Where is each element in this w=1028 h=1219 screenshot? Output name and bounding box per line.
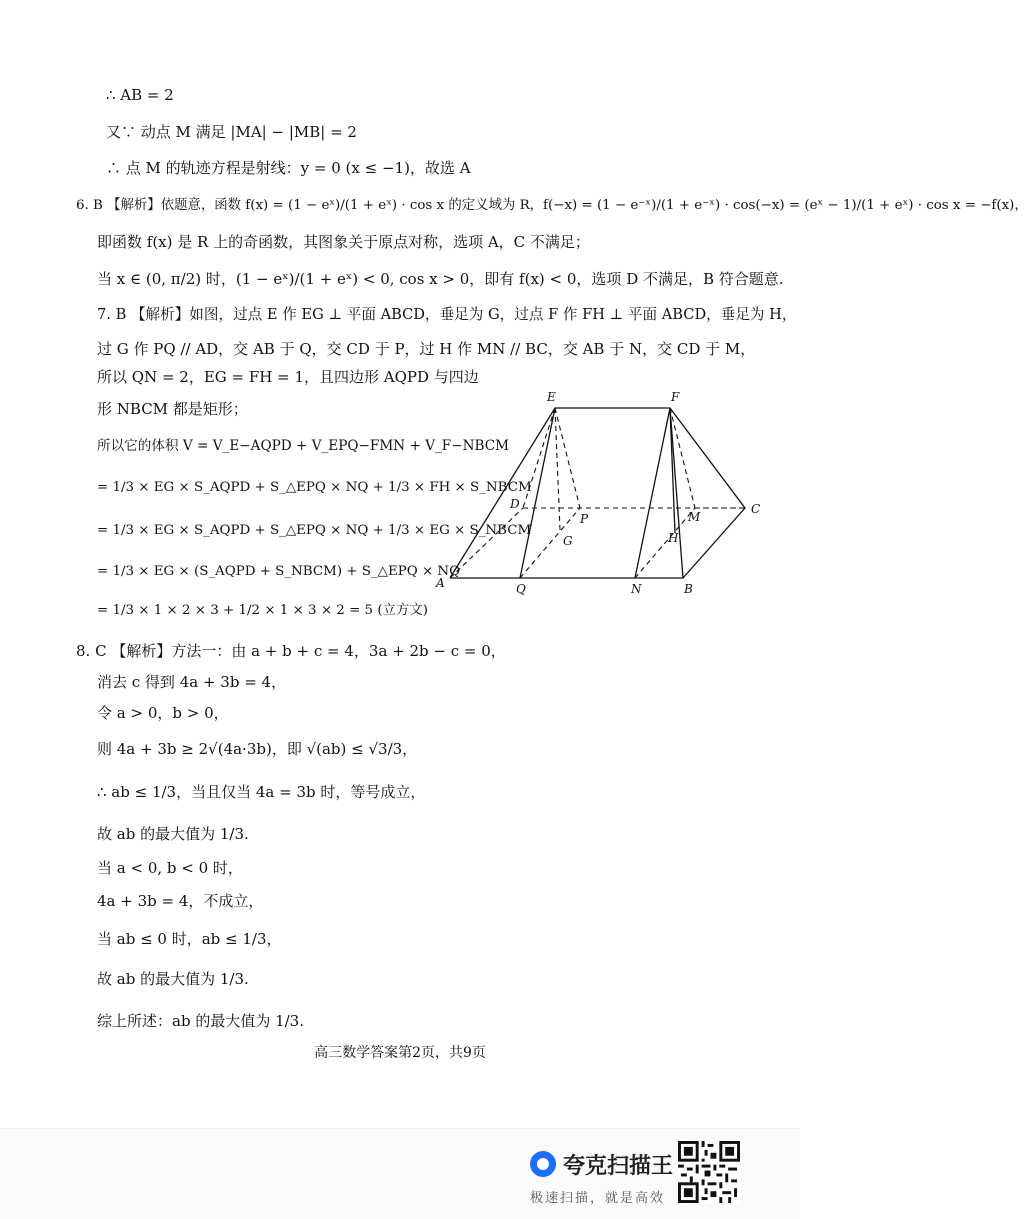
edge-FB: [670, 408, 683, 578]
text-line-5: 即函数 f(x) 是 R 上的奇函数，其图象关于原点对称，选项 A，C 不满足；: [97, 233, 590, 251]
text-line-1: ∴ AB = 2: [106, 86, 174, 104]
text-line-13: = 1/3 × EG × S_AQPD + S_△EPQ × NQ + 1/3 × EG × S_NBCM: [97, 523, 532, 538]
text-line-4: 6. B 【解析】依题意，函数 f(x) = (1 − eˣ)/(1 + eˣ) · cos x 的定义域为 R，f(−x) = (1 − e⁻ˣ)/(1 + e⁻ˣ) · cos(−x) = (eˣ − 1)/(1 + eˣ) · cos x = −f(x)，: [76, 198, 1028, 213]
text-line-19: 则 4a + 3b ≥ 2√(4a·3b)，即 √(ab) ≤ √3/3，: [97, 740, 418, 758]
edge-EQ: [520, 408, 555, 578]
label-M: M: [688, 510, 701, 524]
text-line-18: 令 a > 0，b > 0，: [97, 704, 229, 722]
scanner-watermark: [0, 1128, 800, 1219]
label-N: N: [631, 582, 642, 596]
text-line-7: 7. B 【解析】如图，过点 E 作 EG ⊥ 平面 ABCD，垂足为 G，过点 F 作 FH ⊥ 平面 ABCD，垂足为 H，: [97, 306, 797, 323]
text-line-20: ∴ ab ≤ 1/3，当且仅当 4a = 3b 时，等号成立，: [97, 783, 426, 801]
edge-ED: [523, 408, 555, 508]
quark-logo-icon: [530, 1151, 556, 1177]
page-footer: 高三数学答案第2页，共9页: [314, 1045, 486, 1061]
label-P: P: [580, 512, 589, 526]
text-line-22: 当 a < 0, b < 0 时，: [97, 859, 243, 877]
text-line-10: 形 NBCM 都是矩形；: [97, 400, 248, 418]
label-Q: Q: [516, 582, 526, 596]
text-line-14: = 1/3 × EG × (S_AQPD + S_NBCM) + S_△EPQ × NQ: [97, 564, 461, 579]
edge-FN: [635, 408, 670, 578]
label-F: F: [671, 390, 680, 404]
label-G: G: [563, 534, 573, 548]
text-line-12: = 1/3 × EG × S_AQPD + S_△EPQ × NQ + 1/3 × FH × S_NBCM: [97, 480, 532, 495]
text-line-24: 当 ab ≤ 0 时，ab ≤ 1/3，: [97, 930, 282, 948]
text-line-21: 故 ab 的最大值为 1/3.: [97, 825, 249, 843]
text-line-2: 又∵ 动点 M 满足 |MA| − |MB| = 2: [106, 123, 357, 141]
text-line-15: = 1/3 × 1 × 2 × 3 + 1/2 × 1 × 3 × 2 = 5 (立方文): [97, 603, 428, 618]
geometry-figure: [425, 385, 775, 600]
text-line-17: 消去 c 得到 4a + 3b = 4，: [97, 673, 287, 691]
text-line-26: 综上所述：ab 的最大值为 1/3.: [97, 1012, 304, 1030]
text-line-9: 所以 QN = 2，EG = FH = 1，且四边形 AQPD 与四边: [97, 368, 479, 386]
label-A: A: [436, 576, 445, 590]
text-line-11: 所以它的体积 V = V_E−AQPD + V_EPQ−FMN + V_F−NBCM: [97, 438, 510, 454]
text-line-16: 8. C 【解析】方法一：由 a + b + c = 4，3a + 2b − c = 0，: [76, 642, 506, 660]
text-line-6: 当 x ∈ (0, π/2) 时，(1 − eˣ)/(1 + eˣ) < 0, cos x > 0，即有 f(x) < 0，选项 D 不满足，B 符合题意.: [97, 270, 784, 288]
label-H: H: [668, 531, 679, 545]
edge-NM: [635, 508, 695, 578]
text-line-23: 4a + 3b = 4，不成立，: [97, 892, 264, 910]
text-line-3: ∴ 点 M 的轨迹方程是射线：y = 0 (x ≤ −1)，故选 A: [106, 159, 471, 177]
label-B: B: [684, 582, 693, 596]
label-D: D: [510, 497, 520, 511]
solid-outline: [450, 408, 745, 578]
qr-code-icon: [678, 1141, 740, 1203]
text-line-8: 过 G 作 PQ // AD，交 AB 于 Q，交 CD 于 P，过 H 作 MN // BC，交 AB 于 N，交 CD 于 M，: [97, 340, 756, 358]
brand-slogan: 极速扫描，就是高效: [530, 1191, 666, 1206]
label-C: C: [751, 502, 761, 516]
label-E: E: [547, 390, 556, 404]
brand-name: 夸克扫描王: [563, 1154, 674, 1179]
text-line-25: 故 ab 的最大值为 1/3.: [97, 970, 249, 988]
